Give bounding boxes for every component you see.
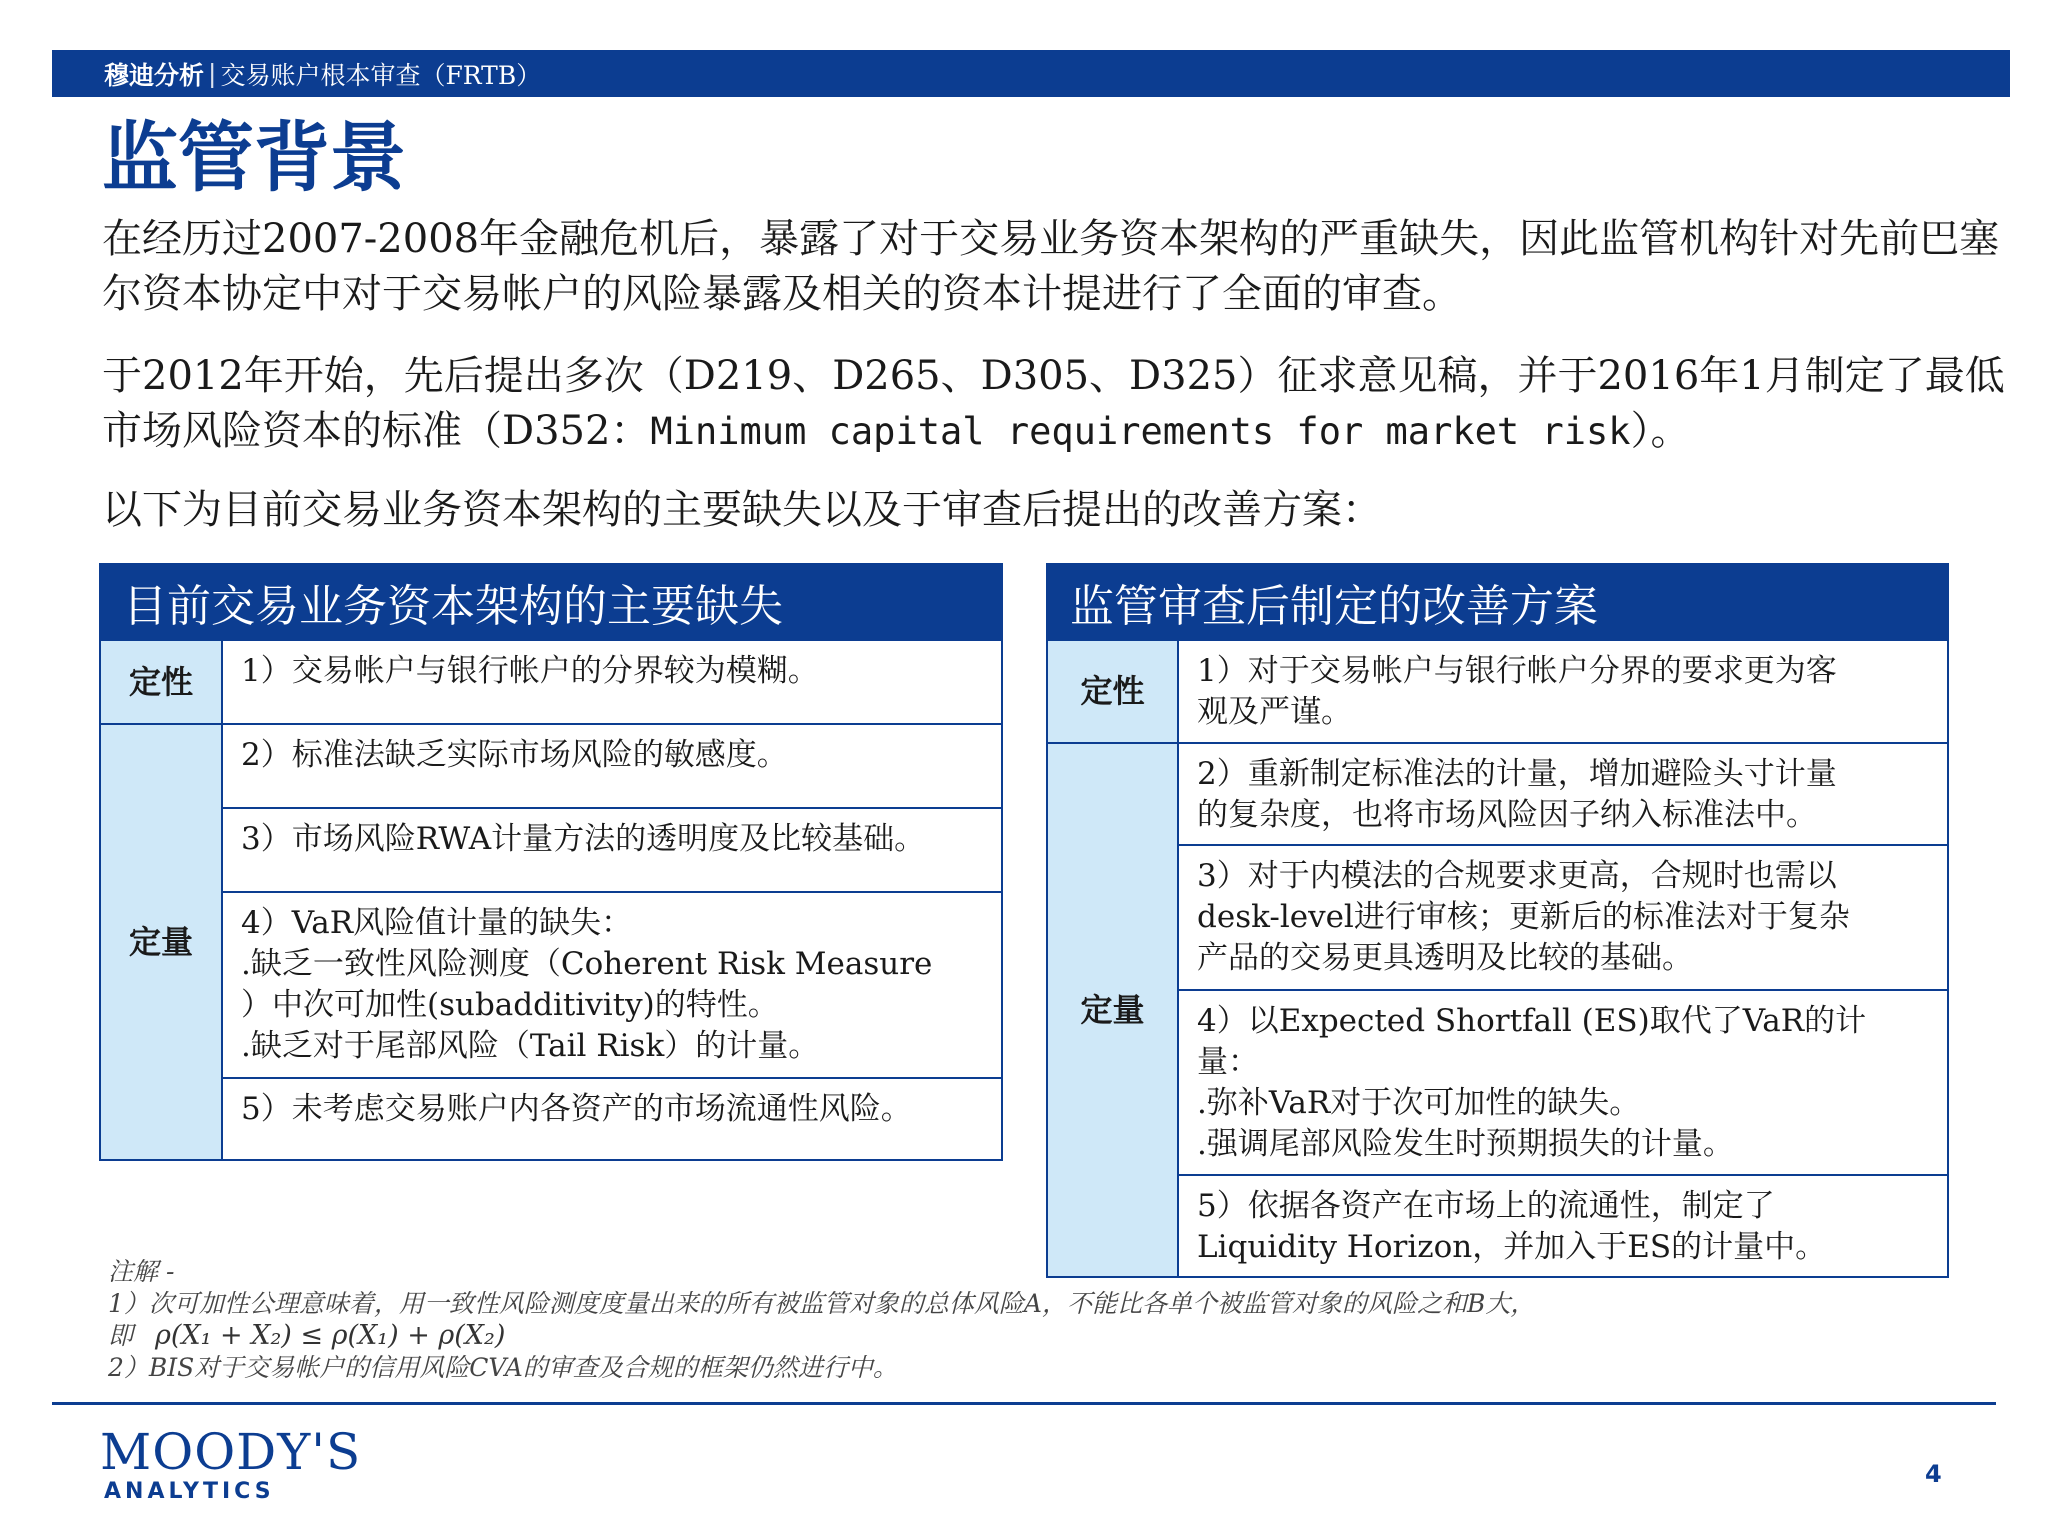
- intro-p2-end: ）。: [1630, 408, 1691, 454]
- row-line: Liquidity Horizon，并加入于ES的计量中。: [1197, 1229, 1827, 1265]
- row-line: 1）对于交易帐户与银行帐户分界的要求更为客: [1197, 653, 1837, 689]
- row-line: ）中次可加性(subadditivity)的特性。: [241, 987, 779, 1023]
- moodys-analytics-logo: [100, 1425, 361, 1505]
- quantitative-label: 定量: [100, 724, 222, 1160]
- improvements-table: [1046, 563, 1949, 1278]
- note-1-prefix: 即: [108, 1321, 134, 1350]
- row-line: 2）标准法缺乏实际市场风险的敏感度。: [241, 737, 788, 773]
- page-number: 4: [1925, 1460, 1942, 1488]
- intro-p2-english: Minimum capital requirements for market risk: [650, 410, 1631, 453]
- table-row: [222, 724, 1002, 808]
- table-row: [222, 1078, 1002, 1160]
- row-line: .强调尾部风险发生时预期损失的计量。: [1197, 1126, 1734, 1162]
- deficiencies-table: [99, 563, 1003, 1161]
- row-line: desk-level进行审核；更新后的标准法对于复杂: [1197, 899, 1850, 935]
- header-bar: [52, 50, 2010, 97]
- row-line: .缺乏对于尾部风险（Tail Risk）的计量。: [241, 1028, 820, 1064]
- page-title: 监管背景: [102, 113, 406, 202]
- row-line: .弥补VaR对于次可加性的缺失。: [1197, 1085, 1641, 1121]
- deficiencies-table-header: 目前交易业务资本架构的主要缺失: [100, 564, 1002, 640]
- table-row: [222, 892, 1002, 1078]
- header-separator: |: [208, 59, 217, 88]
- row-line: 量：: [1197, 1044, 1259, 1080]
- table-row: [1178, 845, 1948, 990]
- intro-paragraph-2: [102, 349, 2012, 459]
- row-line: 3）市场风险RWA计量方法的透明度及比较基础。: [241, 821, 926, 857]
- logo-wordmark: MOODY'S: [100, 1423, 362, 1481]
- logo-subtext: ANALYTICS: [104, 1479, 275, 1504]
- table-row: [1178, 990, 1948, 1175]
- table-row: [1178, 640, 1948, 743]
- qualitative-label: 定性: [1047, 640, 1178, 743]
- row-line: 产品的交易更具透明及比较的基础。: [1197, 940, 1693, 976]
- row-line: 2）重新制定标准法的计量，增加避险头寸计量: [1197, 756, 1837, 792]
- qualitative-label: 定性: [100, 640, 222, 724]
- row-line: 观及严谨。: [1197, 694, 1352, 730]
- intro-paragraph-3: 以下为目前交易业务资本架构的主要缺失以及于审查后提出的改善方案：: [102, 487, 1382, 533]
- note-1: 1）次可加性公理意味着，用一致性风险测度度量出来的所有被监管对象的总体风险A，不能比各单个被监管对象的风险之和B大，: [108, 1289, 1536, 1318]
- header-subtitle: 交易账户根本审查（FRTB）: [220, 60, 542, 90]
- improvements-table-header: 监管审查后制定的改善方案: [1047, 564, 1948, 640]
- intro-paragraph-1: 在经历过2007-2008年金融危机后，暴露了对于交易业务资本架构的严重缺失，因此监管机构针对先前巴塞尔资本协定中对于交易帐户的风险暴露及相关的资本计提进行了全面的审查。: [102, 216, 2000, 317]
- quantitative-label: 定量: [1047, 743, 1178, 1277]
- table-row: [222, 808, 1002, 892]
- subadditivity-formula: ρ(X₁ + X₂) ≤ ρ(X₁) + ρ(X₂): [155, 1320, 506, 1351]
- footer-divider: [52, 1402, 1996, 1405]
- row-line: 5）未考虑交易账户内各资产的市场流通性风险。: [241, 1091, 912, 1127]
- row-line: 4）VaR风险值计量的缺失：: [241, 905, 633, 941]
- table-row: [1178, 743, 1948, 845]
- note-1-formula-line: [108, 1320, 1828, 1352]
- notes-heading: 注解 -: [108, 1257, 175, 1286]
- intro-p2-text: 于2012年开始，先后提出多次（D219、D265、D305、D325）征求意见稿，并于2016年1月制定了最低市场风险资本的标准（D352：: [102, 353, 2005, 454]
- note-2: 2）BIS对于交易帐户的信用风险CVA的审查及合规的框架仍然进行中。: [108, 1353, 898, 1382]
- header-brand: 穆迪分析: [104, 60, 205, 90]
- row-line: 4）以Expected Shortfall (ES)取代了VaR的计: [1197, 1003, 1867, 1039]
- table-row: [222, 640, 1002, 724]
- footnotes: [108, 1256, 1828, 1384]
- row-line: .缺乏一致性风险测度（Coherent Risk Measure: [241, 946, 933, 982]
- row-line: 3）对于内模法的合规要求更高，合规时也需以: [1197, 858, 1837, 894]
- row-line: 的复杂度，也将市场风险因子纳入标准法中。: [1197, 797, 1817, 833]
- row-line: 1）交易帐户与银行帐户的分界较为模糊。: [241, 653, 819, 689]
- row-line: 5）依据各资产在市场上的流通性，制定了: [1197, 1188, 1775, 1224]
